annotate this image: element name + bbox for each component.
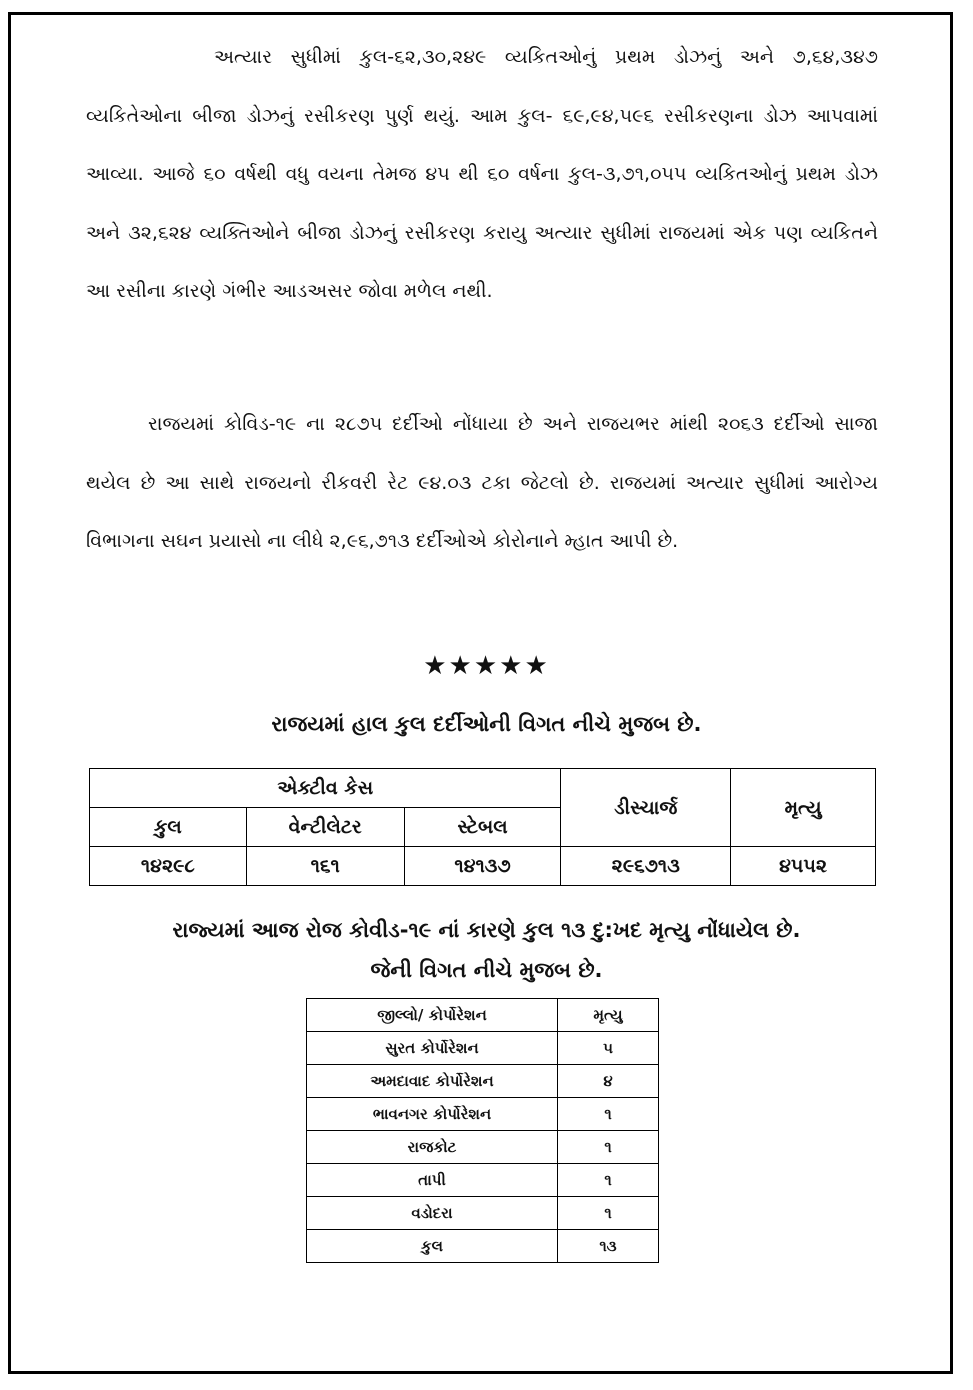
district-deaths: ૧: [558, 1197, 659, 1230]
deaths-value: ૪૫૫૨: [731, 847, 876, 886]
district-deaths: ૧: [558, 1131, 659, 1164]
vaccination-paragraph: અત્યાર સુધીમાં કુલ-૬૨,૩૦,૨૪૯ વ્યકિતઓનું પ્રથમ ડોઝનું અને ૭,૬૪,૩૪૭ વ્યકિતેઓના બીજા ડોઝનું રસીકરણ પુર્ણ થયું. આમ કુલ- ૬૯,૯૪,૫૯૬ રસીકરણના ડોઝ આપવામાં આવ્યા. આજે ૬૦ વર્ષથી વધુ વયના તેમજ ૪૫ થી ૬૦ વર્ષના કુલ-૩,૭૧,૦૫૫ વ્યકિતઓનું પ્રથમ ડોઝ અને ૩૨,૬૨૪ વ્યક્તિઓને બીજા ડોઝનું રસીકરણ કરાયુ અત્યાર સુધીમાં રાજયમાં એક પણ વ્યકિતને આ રસીના કારણે ગંભીર આડઅસર જોવા મળેલ નથી.: [86, 46, 878, 302]
discharge-value: ૨૯૬૭૧૩: [561, 847, 731, 886]
patients-table: [89, 768, 876, 886]
star-separator: ★★★★★: [423, 651, 550, 681]
district-column-header: જીલ્લો/ કોર્પોરેશન: [307, 999, 558, 1032]
deaths-heading-line2: જેની વિગત નીચે મુજબ છે.: [370, 958, 603, 982]
deaths-heading-line1: રાજ્યમાં આજ રોજ કોવીડ-૧૯ નાં કારણે કુલ ૧૩ દુ:ખદ મૃત્યુ નોંધાયેલ છે.: [172, 918, 801, 942]
deaths-table: [306, 998, 659, 1263]
table-row: [307, 1131, 659, 1164]
ventilator-value: ૧૬૧: [246, 847, 404, 886]
table-row: [307, 1164, 659, 1197]
district-deaths: ૧: [558, 1098, 659, 1131]
district-deaths: ૪: [558, 1065, 659, 1098]
discharge-header: ડીસ્ચાર્જ: [561, 769, 731, 847]
stable-value: ૧૪૧૩૭: [404, 847, 561, 886]
table-row: [307, 1065, 659, 1098]
total-deaths: ૧૩: [558, 1230, 659, 1263]
district-name: ભાવનગર કોર્પોરેશન: [307, 1098, 558, 1131]
table-row: [307, 1032, 659, 1065]
patients-heading: રાજયમાં હાલ કુલ દર્દીઓની વિગત નીચે મુજબ છે.: [271, 712, 702, 736]
district-name: તાપી: [307, 1164, 558, 1197]
stable-header: સ્ટેબલ: [404, 808, 561, 847]
district-name: અમદાવાદ કોર્પોરેશન: [307, 1065, 558, 1098]
death-header: મૃત્યુ: [731, 769, 876, 847]
ventilator-header: વેન્ટીલેટર: [246, 808, 404, 847]
total-value: ૧૪૨૯૮: [90, 847, 247, 886]
active-cases-header: એક્ટીવ કેસ: [90, 769, 561, 808]
total-header: કુલ: [90, 808, 247, 847]
district-deaths: ૫: [558, 1032, 659, 1065]
district-deaths: ૧: [558, 1164, 659, 1197]
district-name: રાજકોટ: [307, 1131, 558, 1164]
total-row: [307, 1230, 659, 1263]
district-name: સુરત કોર્પોરેશન: [307, 1032, 558, 1065]
district-name: વડોદરા: [307, 1197, 558, 1230]
table-row: [307, 1197, 659, 1230]
deaths-column-header: મૃત્યુ: [558, 999, 659, 1032]
recovery-paragraph: રાજયમાં કોવિડ-૧૯ ના ૨૮૭૫ દર્દીઓ નોંધાયા છે અને રાજયભર માંથી ૨૦૬૩ દર્દીઓ સાજા થયેલ છે આ સાથે રાજયનો રીકવરી રેટ ૯૪.૦૩ ટકા જેટલો છે. રાજયમાં અત્યાર સુધીમાં આરોગ્ય વિભાગના સઘન પ્રયાસો ના લીધે ૨,૯૬,૭૧૩ દર્દીઓએ કોરોનાને મ્હાત આપી છે.: [86, 413, 878, 552]
total-label: કુલ: [307, 1230, 558, 1263]
table-row: [307, 1098, 659, 1131]
